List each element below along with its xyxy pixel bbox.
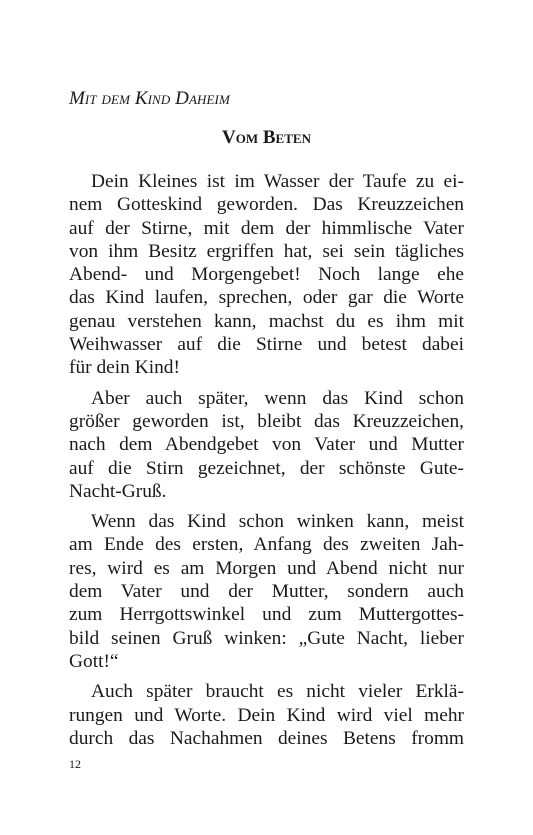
body-text bbox=[69, 170, 464, 757]
text-line: res, wird es am Morgen und Abend nicht nur bbox=[69, 557, 464, 579]
text-line: Gott!“ bbox=[69, 650, 119, 672]
text-line: Dein Kleines ist im Wasser der Taufe zu ei- bbox=[91, 171, 464, 192]
text-line: rungen und Worte. Dein Kind wird viel mehr bbox=[69, 704, 464, 726]
text-line: dem Vater und der Mutter, sondern auch bbox=[69, 581, 464, 603]
paragraph bbox=[69, 170, 464, 380]
text-line: von ihm Besitz ergriffen hat, sei sein tägliches bbox=[69, 240, 464, 262]
text-line: größer geworden ist, bleibt das Kreuzzeichen, bbox=[69, 410, 464, 432]
text-line: Abend- und Morgengebet! Noch lange ehe bbox=[69, 264, 464, 286]
text-line: genau verstehen kann, machst du es ihm mit bbox=[69, 310, 464, 332]
text-line: für dein Kind! bbox=[69, 357, 180, 379]
paragraph bbox=[69, 387, 464, 503]
text-line: auf der Stirne, mit dem der himmlische Vater bbox=[69, 217, 464, 239]
page-number: 12 bbox=[69, 757, 81, 771]
text-line: Nacht-Gruß. bbox=[69, 480, 167, 502]
text-line: das Kind laufen, sprechen, oder gar die Worte bbox=[69, 287, 464, 309]
text-line: zum Herrgottswinkel und zum Muttergottes- bbox=[69, 604, 464, 626]
section-title: Vom Beten bbox=[222, 127, 311, 148]
text-line: nach dem Abendgebet von Vater und Mutter bbox=[69, 434, 464, 456]
text-line: auf die Stirn gezeichnet, der schönste Gute- bbox=[69, 457, 464, 479]
text-line: am Ende des ersten, Anfang des zweiten Jah- bbox=[69, 534, 464, 556]
text-line: bild seinen Gruß winken: „Gute Nacht, lieber bbox=[69, 627, 464, 649]
text-line: Aber auch später, wenn das Kind schon bbox=[91, 387, 464, 409]
text-line: nem Gotteskind geworden. Das Kreuzzeichen bbox=[69, 194, 464, 216]
text-line: Wenn das Kind schon winken kann, meist bbox=[91, 511, 464, 533]
text-line: Auch später braucht es nicht vieler Erklä- bbox=[91, 681, 464, 703]
paragraph bbox=[69, 680, 464, 750]
text-line: Weihwasser auf die Stirne und betest dabei bbox=[69, 334, 464, 356]
paragraph bbox=[69, 510, 464, 673]
text-line: durch das Nachahmen deines Betens fromm bbox=[69, 727, 464, 749]
running-head: Mit dem Kind Daheim bbox=[69, 88, 230, 109]
